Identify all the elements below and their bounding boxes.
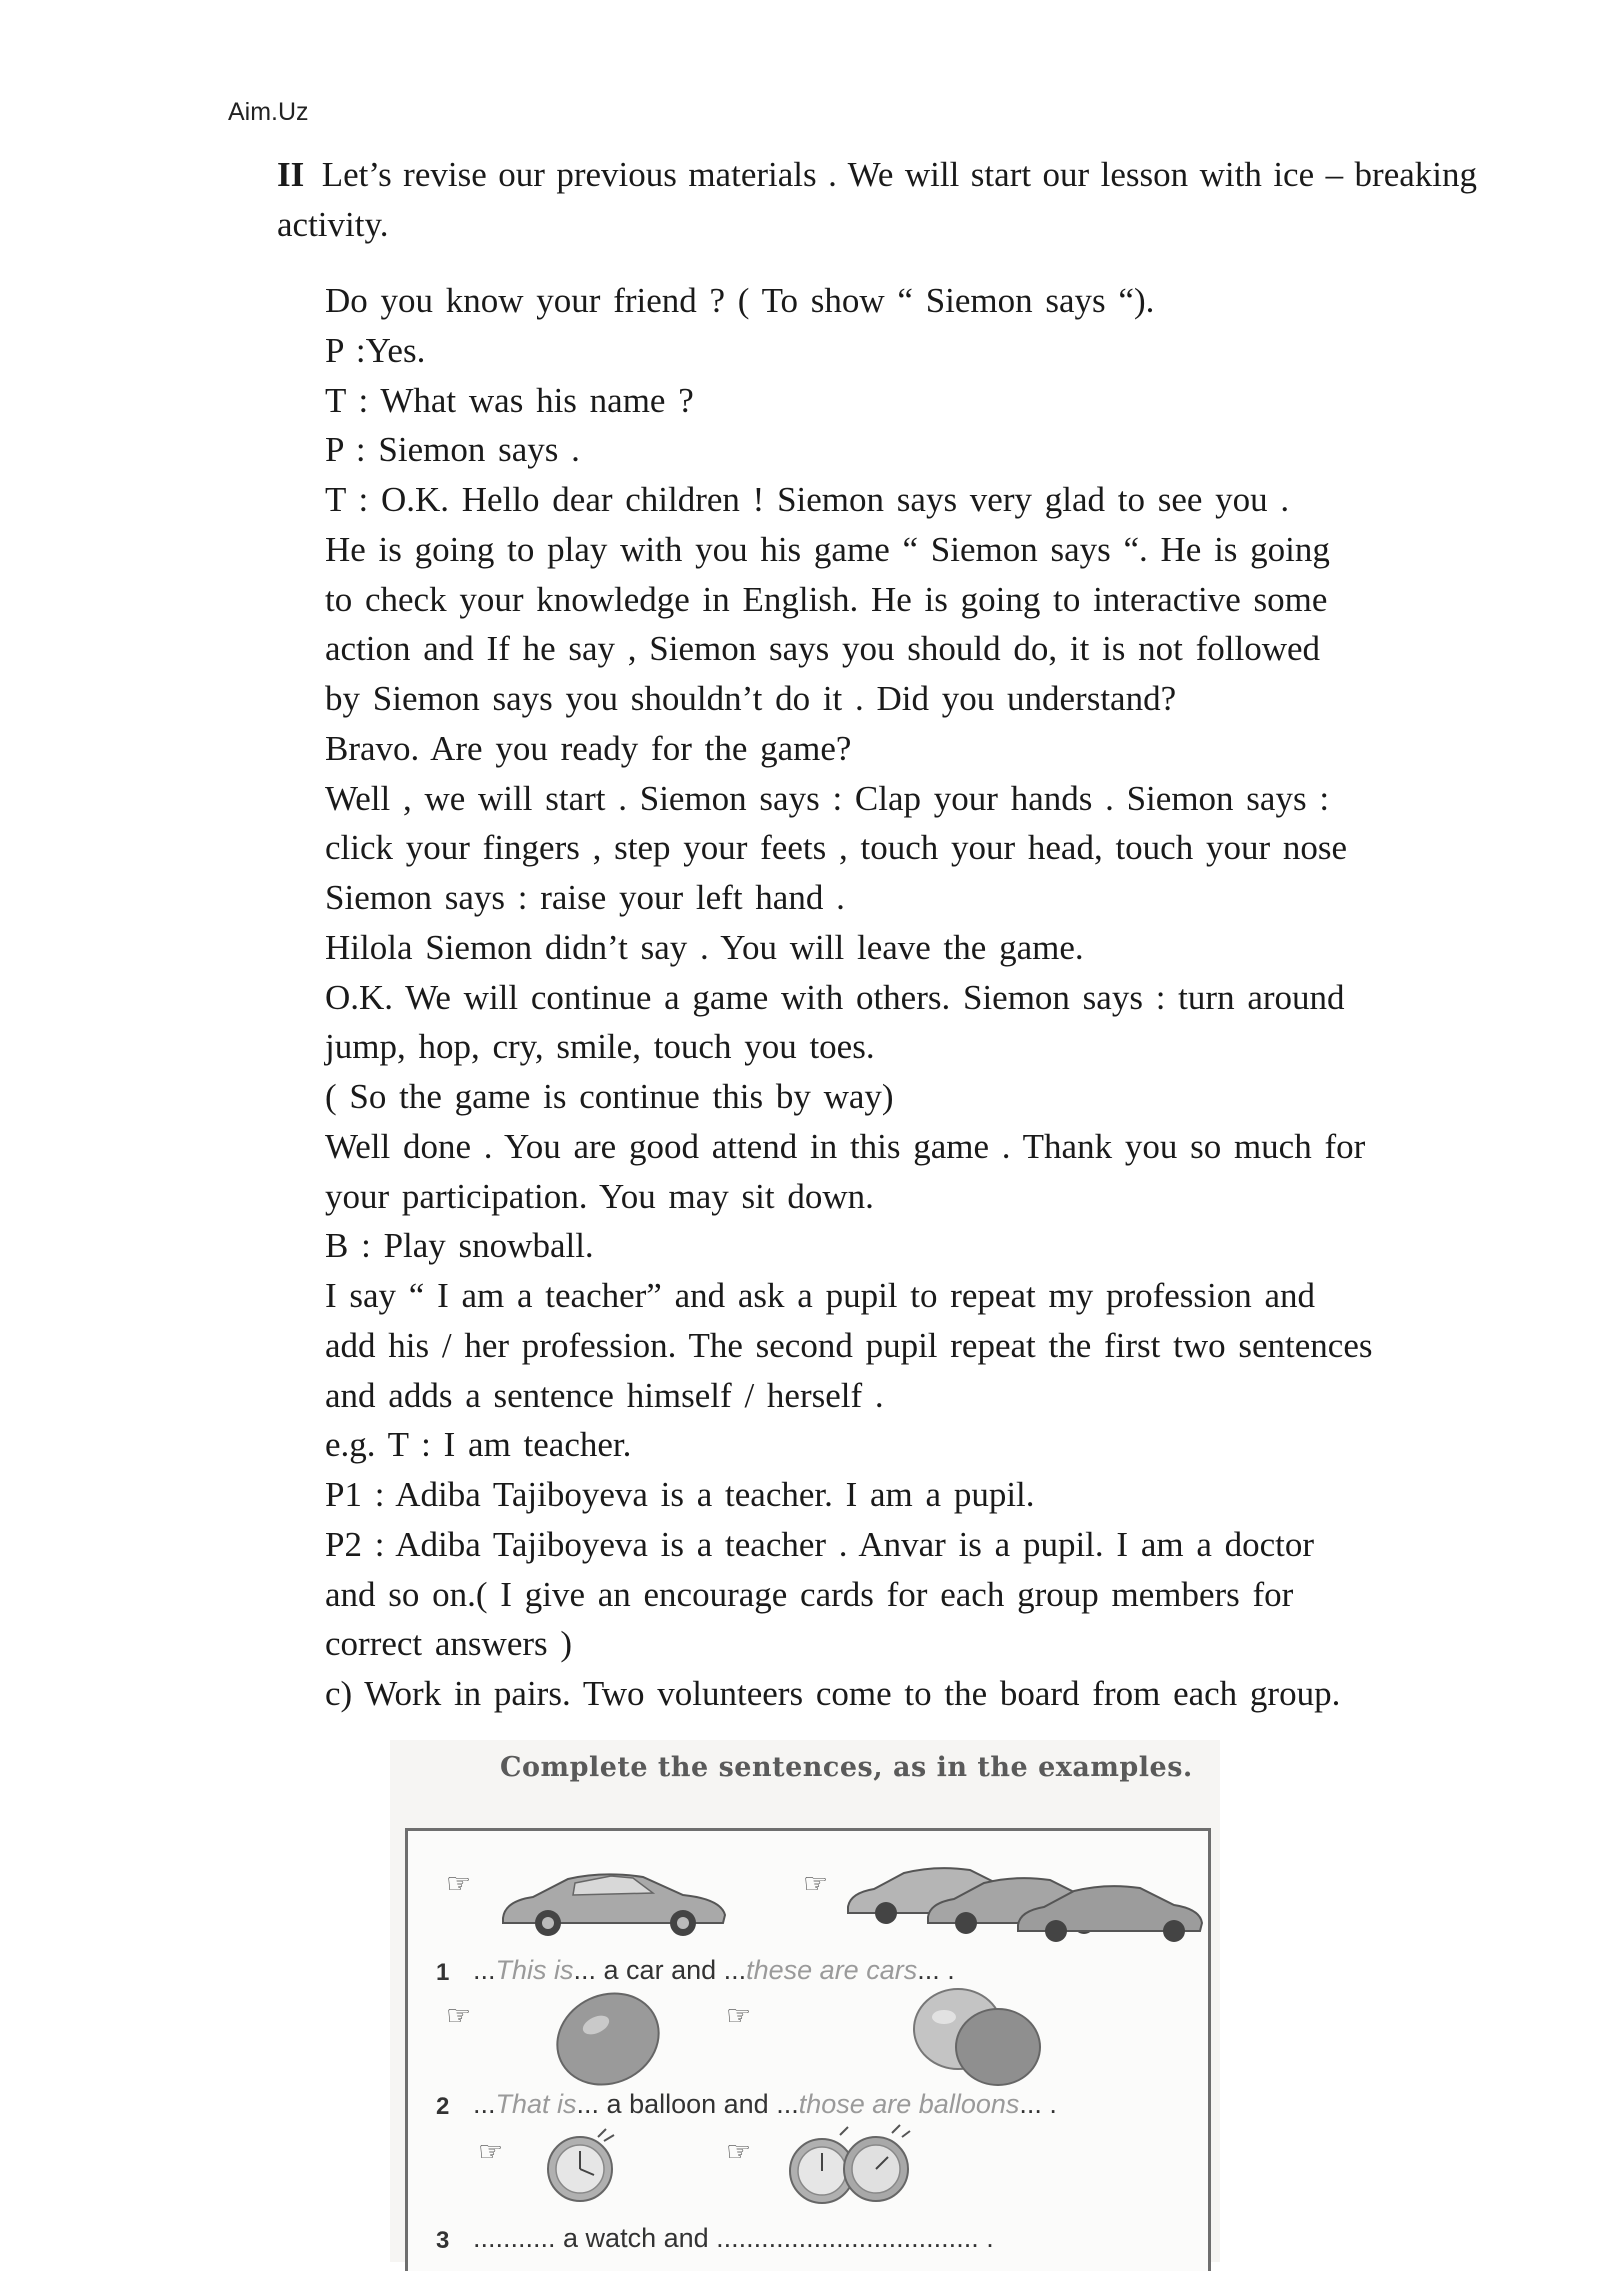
text-line: click your fingers , step your feets , touch your head, touch your nose bbox=[325, 828, 1348, 868]
example-answer: those are balloons bbox=[798, 2089, 1020, 2119]
exercise-scan bbox=[390, 1740, 1220, 2262]
sentence-part: ... bbox=[473, 2089, 496, 2119]
section-number: II bbox=[277, 155, 305, 194]
pointing-hand-icon: ☞ bbox=[446, 1867, 472, 1900]
text-line: to check your knowledge in English. He is going to interactive some bbox=[325, 579, 1328, 619]
intro-text: Let’s revise our previous materials . We will start our lesson with ice – breaking activity. bbox=[277, 155, 1477, 244]
row-number: 2 bbox=[436, 2093, 450, 2120]
text-line: jump, hop, cry, smile, touch you toes. bbox=[325, 1027, 875, 1067]
balloon-icon bbox=[546, 1989, 676, 2089]
text-line: c) Work in pairs. Two volunteers come to the board from each group. bbox=[325, 1674, 1341, 1713]
exercise-sentence bbox=[473, 1955, 955, 1986]
row-number: 3 bbox=[436, 2227, 450, 2254]
example-answer: That is bbox=[495, 2089, 577, 2119]
text-line: P2 : Adiba Tajiboyeva is a teacher . Anvar is a pupil. I am a doctor bbox=[325, 1524, 1315, 1564]
balloons-icon bbox=[898, 1981, 1058, 2101]
text-line: add his / her profession. The second pupil repeat the first two sentences bbox=[325, 1325, 1373, 1365]
text-line: and adds a sentence himself / herself . bbox=[325, 1375, 884, 1415]
sentence-part: a watch and bbox=[555, 2223, 717, 2253]
lesson-text bbox=[325, 276, 1485, 1719]
text-line: O.K. We will continue a game with others. Siemon says : turn around bbox=[325, 977, 1345, 1017]
text-line: action and If he say , Siemon says you should do, it is not followed bbox=[325, 629, 1321, 669]
sentence-part: ... . bbox=[1019, 2089, 1057, 2119]
text-line: P :Yes. bbox=[325, 330, 426, 370]
text-line: Well , we will start . Siemon says : Clap your hands . Siemon says : bbox=[325, 778, 1330, 818]
text-line: P1 : Adiba Tajiboyeva is a teacher. I am a pupil. bbox=[325, 1475, 1035, 1514]
pointing-hand-icon: ☞ bbox=[478, 2135, 504, 2168]
text-line: He is going to play with you his game “ Siemon says “. He is going bbox=[325, 529, 1330, 569]
cars-icon bbox=[838, 1857, 1208, 1947]
text-line: your participation. You may sit down. bbox=[325, 1176, 874, 1216]
pointing-hand-icon: ☞ bbox=[446, 1999, 472, 2032]
sentence-part: ... . bbox=[917, 1955, 955, 1985]
text-line: by Siemon says you shouldn’t do it . Did you understand? bbox=[325, 679, 1177, 718]
sentence-part: ........... bbox=[473, 2223, 556, 2253]
text-line: Well done . You are good attend in this game . Thank you so much for bbox=[325, 1126, 1366, 1166]
exercise-sentence bbox=[473, 2089, 1057, 2120]
intro-paragraph bbox=[277, 150, 1477, 250]
example-answer: This is bbox=[495, 1955, 574, 1985]
text-line: B : Play snowball. bbox=[325, 1226, 594, 1266]
text-line: correct answers ) bbox=[325, 1624, 573, 1664]
car-icon bbox=[493, 1863, 733, 1938]
example-answer: these are cars bbox=[746, 1955, 918, 1985]
exercise-box bbox=[405, 1828, 1211, 2271]
row-number: 1 bbox=[436, 1959, 450, 1986]
pointing-hand-icon: ☞ bbox=[726, 1999, 752, 2032]
text-line: Do you know your friend ? ( To show “ Siemon says “). bbox=[325, 281, 1155, 320]
text-line: Siemon says : raise your left hand . bbox=[325, 878, 845, 917]
watch-icon bbox=[538, 2125, 628, 2205]
sentence-part: ... a car and ... bbox=[573, 1955, 747, 1985]
site-label: Aim.Uz bbox=[228, 98, 309, 126]
text-line: Bravo. Are you ready for the game? bbox=[325, 728, 852, 768]
exercise-title: Complete the sentences, as in the examples. bbox=[500, 1752, 1193, 1783]
text-line: Hilola Siemon didn’t say . You will leave the game. bbox=[325, 927, 1084, 967]
text-line: I say “ I am a teacher” and ask a pupil to repeat my profession and bbox=[325, 1276, 1316, 1315]
sentence-part: ... bbox=[473, 1955, 496, 1985]
text-line: ( So the game is continue this by way) bbox=[325, 1077, 894, 1116]
text-line: and so on.( I give an encourage cards for each group members for bbox=[325, 1574, 1294, 1614]
watches-icon bbox=[778, 2121, 928, 2211]
text-line: e.g. T : I am teacher. bbox=[325, 1425, 632, 1465]
text-line: T : O.K. Hello dear children ! Siemon says very glad to see you . bbox=[325, 480, 1290, 519]
pointing-hand-icon: ☞ bbox=[726, 2135, 752, 2168]
pointing-hand-icon: ☞ bbox=[803, 1867, 829, 1900]
sentence-part: ... a balloon and ... bbox=[576, 2089, 799, 2119]
sentence-part: ................................... . bbox=[716, 2223, 994, 2253]
exercise-sentence bbox=[473, 2223, 994, 2254]
text-line: P : Siemon says . bbox=[325, 430, 580, 470]
text-line: T : What was his name ? bbox=[325, 380, 694, 420]
